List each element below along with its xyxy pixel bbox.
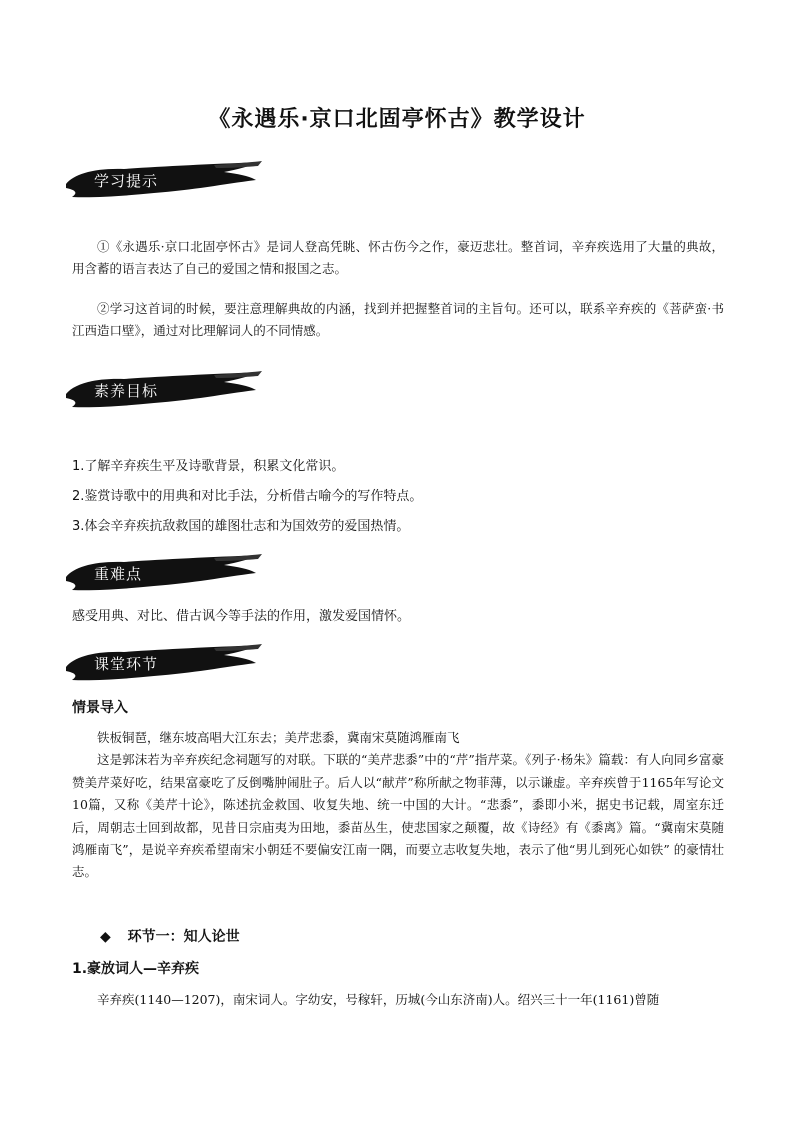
step1-heading: 环节一：知人论世 bbox=[127, 929, 240, 945]
section-banner-tips bbox=[64, 160, 264, 200]
intro-content bbox=[72, 727, 724, 884]
tips-paragraph-1: ①《永遇乐·京口北固亭怀古》是词人登高凭眺、怀古伤今之作，豪迈悲壮。整首词，辛弃疾选用了大量的典故，用含蓄的语言表达了自己的爱国之情和报国之志。 bbox=[72, 239, 724, 276]
sub1-body: 辛弃疾(1140—1207)，南宋词人。字幼安，号稼轩，历城(今山东济南)人。绍兴三十一年(1161)曾随 bbox=[97, 992, 660, 1007]
intro-heading: 情景导入 bbox=[72, 700, 128, 716]
document-title: 《永遇乐·京口北固亭怀古》教学设计 bbox=[208, 107, 586, 132]
section-heading: 重难点 bbox=[94, 565, 143, 583]
section-heading: 学习提示 bbox=[94, 172, 159, 190]
sub1-heading: 1.豪放词人—辛弃疾 bbox=[72, 961, 200, 977]
section-banner-difficulty bbox=[64, 553, 264, 593]
intro-body: 这是郭沫若为辛弃疾纪念祠题写的对联。下联的“美芹悲黍”中的“芹”指芹菜。《列子·杨朱》篇载：有人向同乡富豪赞美芹菜好吃，结果富豪吃了反倒嘴肿闹肚子。后人以“献芹”称所献之物菲薄，以示谦虚。辛弃疾曾于1165年写论文10篇，又称《美芹十论》，陈述抗金救国、收复失地、统一中国的大计。“悲黍”，黍即小米，据史书记载，周室东迁后，周朝志士回到故都，见昔日宗庙夷为田地，黍苗丛生，使悲国家之颠覆，故《诗经》有《黍离》篇。“冀南宋莫随鸿雁南飞”，是说辛弃疾希望南宋小朝廷不要偏安江南一隅，而要立志收复失地，表示了他“男儿到死心如铁” 的豪情壮志。 bbox=[72, 752, 724, 880]
step1-heading-row bbox=[100, 926, 240, 946]
tips-paragraph-2: ②学习这首词的时候，要注意理解典故的内涵，找到并把握整首词的主旨句。还可以，联系辛弃疾的《菩萨蛮·书江西造口壁》，通过对比理解词人的不同情感。 bbox=[72, 301, 724, 338]
section-banner-goals bbox=[64, 370, 264, 410]
section-heading: 课堂环节 bbox=[94, 655, 159, 673]
goal-item: 3.体会辛弃疾抗敌救国的雄图壮志和为国效劳的爱国热情。 bbox=[72, 519, 410, 534]
diamond-bullet-icon: ◆ bbox=[100, 929, 111, 945]
goal-item: 2.鉴赏诗歌中的用典和对比手法，分析借古喻今的写作特点。 bbox=[72, 489, 423, 504]
intro-quote: 铁板铜琶，继东坡高唱大江东去；美芹悲黍，冀南宋莫随鸿雁南飞 bbox=[97, 730, 460, 745]
difficulty-text: 感受用典、对比、借古讽今等手法的作用，激发爱国情怀。 bbox=[72, 609, 411, 624]
section-heading: 素养目标 bbox=[94, 382, 159, 400]
section-banner-class bbox=[64, 643, 264, 683]
goal-item: 1.了解辛弃疾生平及诗歌背景，积累文化常识。 bbox=[72, 459, 345, 474]
